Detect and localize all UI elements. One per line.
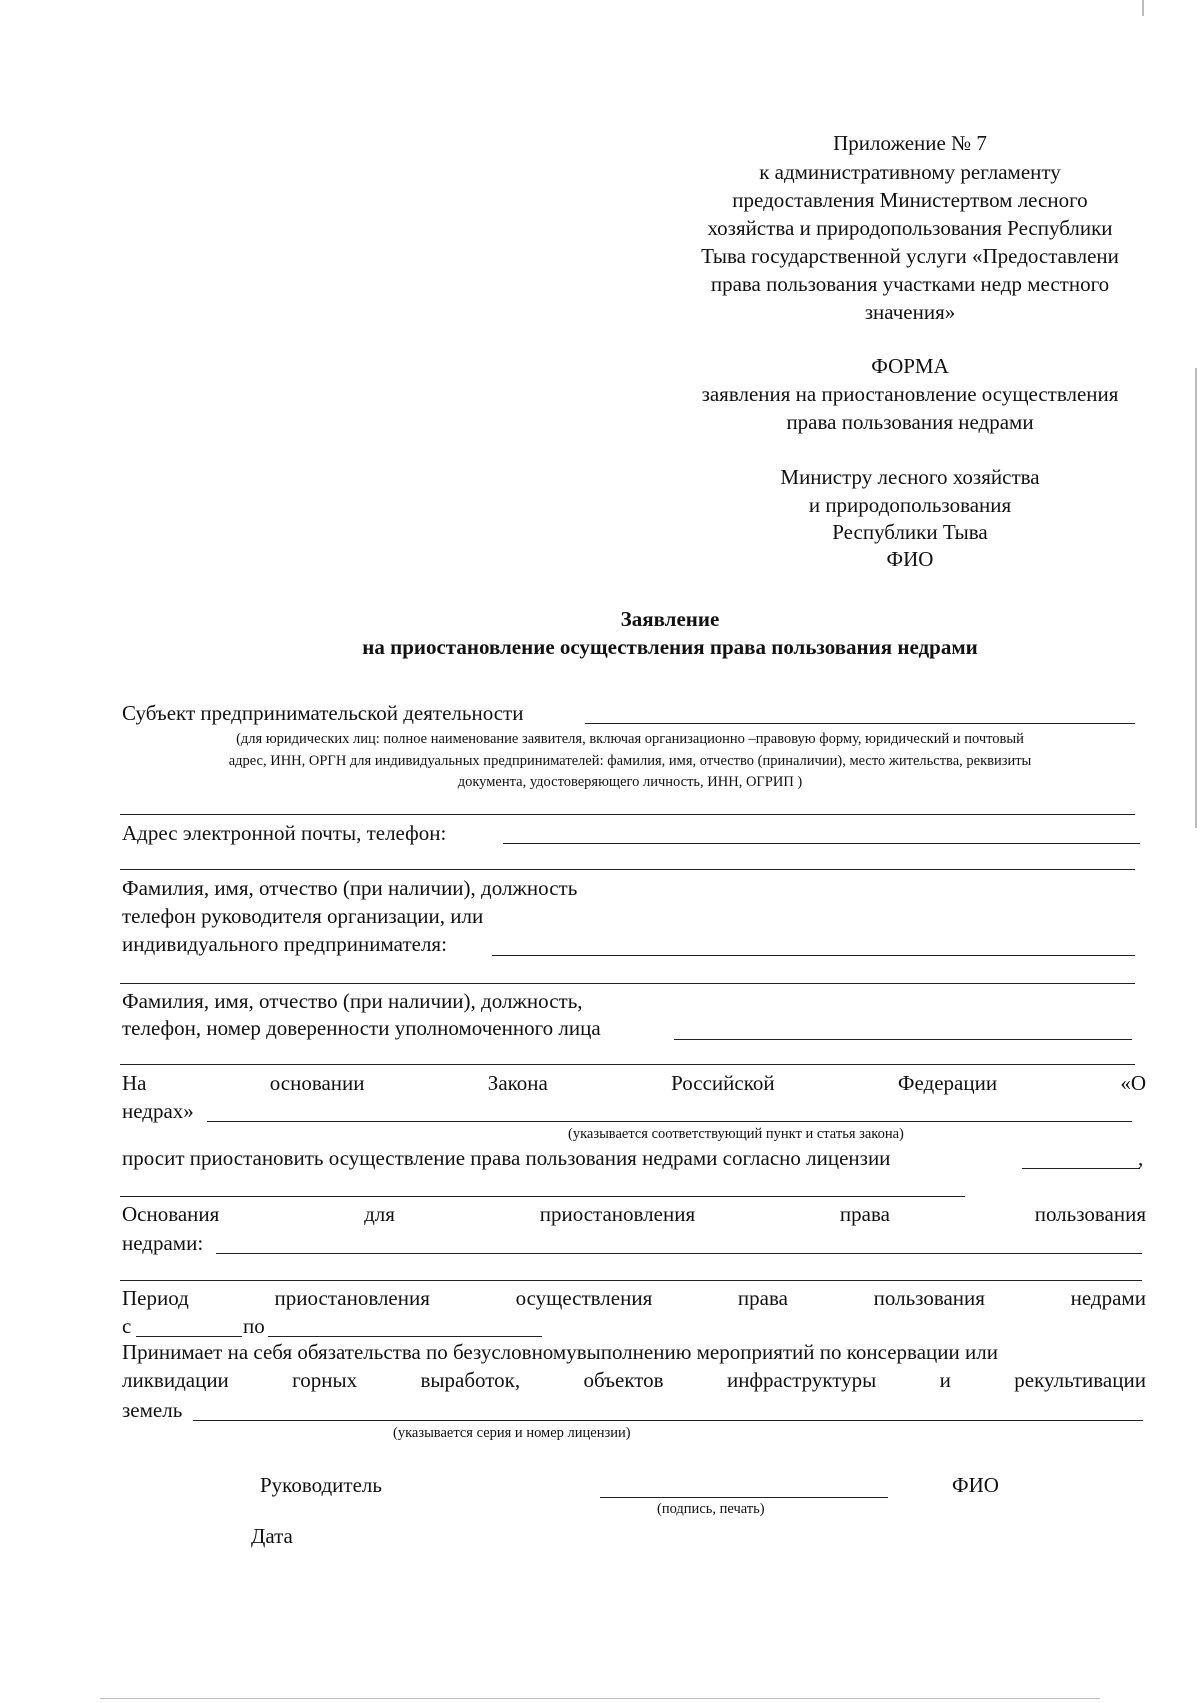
rep-input-line[interactable] [674,1039,1132,1040]
date-label: Дата [251,1524,293,1548]
appendix-line-6: права пользования участками недр местного [710,272,1110,296]
obligation-word-2: горных [292,1368,358,1392]
law-hint: (указывается соответствующий пункт и статья закона) [568,1126,904,1142]
subject-hint-line-2: адрес, ИНН, ОРГН для индивидуальных предпринимателей: фамилия, имя, отчество (приналичии), место жительства, реквизиты [228,753,1032,769]
period-word-5: пользования [873,1286,985,1310]
grounds-row [122,1201,1146,1227]
obligation-word-7: рекультивации [1014,1368,1146,1392]
head-label-line-3: индивидуального предпринимателя: [122,932,447,956]
period-word-1: Период [122,1286,189,1310]
appendix-line-4: хозяйства и природопользования Республики [707,216,1113,240]
appendix-line-3: предоставления Министертвом лесного [732,188,1088,212]
obligation-row [122,1367,1146,1393]
form-label: ФОРМА [871,354,949,378]
rep-label-line-1: Фамилия, имя, отчество (при наличии), должность, [122,989,583,1013]
addressee-line-1: Министру лесного хозяйства [780,465,1040,489]
form-title-line-1: заявления на приостановление осуществления [701,382,1119,406]
subject-hint-line-3: документа, удостоверяющего личность, ИНН, ОГРИП ) [457,774,803,790]
obligation-word-3: выработок, [420,1368,521,1392]
head-input-line[interactable] [492,955,1135,956]
license-input-line[interactable] [1022,1168,1140,1169]
request-continuation-line[interactable] [120,1196,965,1197]
email-label: Адрес электронной почты, телефон: [122,821,447,845]
subject-label: Субъект предпринимательской деятельности [122,701,524,725]
statement-title: Заявление [620,607,720,631]
obligation-word-4: объектов [583,1368,664,1392]
signature-input-line[interactable] [600,1497,888,1498]
email-continuation-line[interactable] [120,869,1135,870]
signature-role: Руководитель [260,1473,382,1497]
period-from-label: с [122,1314,132,1338]
rep-continuation-line[interactable] [120,1064,1135,1065]
subject-continuation-line[interactable] [120,814,1135,815]
obligation-word-6: и [939,1368,951,1392]
period-word-3: осуществления [515,1286,653,1310]
grounds-input-line[interactable] [216,1253,1142,1254]
obligation-word-1: ликвидации [122,1368,229,1392]
period-from-input-line[interactable] [136,1336,242,1337]
request-end: , [1138,1146,1144,1170]
law-word-3: Закона [487,1071,548,1095]
scan-edge-top [1142,0,1144,16]
appendix-line-2: к административному регламенту [759,160,1061,184]
grounds-continuation-label: недрами: [122,1231,204,1255]
head-label-line-1: Фамилия, имя, отчество (при наличии), должность [122,876,578,900]
scan-edge-right [1195,368,1197,828]
appendix-line-1: Приложение № 7 [833,131,987,155]
obligation-word-5: инфраструктуры [726,1368,877,1392]
obligation-line-1: Принимает на себя обязательства по безусловномувыполнению мероприятий по консервации или [122,1340,998,1364]
grounds-word-1: Основания [122,1202,220,1226]
head-label-line-2: телефон руководителя организации, или [122,904,484,928]
form-title-line-2: права пользования недрами [786,410,1034,434]
period-row [122,1285,1146,1311]
head-continuation-line[interactable] [120,983,1135,984]
appendix-line-7: значения» [864,300,956,324]
law-word-4: Российской [671,1071,775,1095]
email-input-line[interactable] [503,843,1140,844]
law-word-6: «О [1120,1071,1146,1095]
obligation-continuation-label: земель [122,1398,183,1422]
scan-edge-bottom [100,1698,1100,1699]
rep-label-line-2: телефон, номер доверенности уполномоченного лица [122,1016,601,1040]
grounds-continuation-line[interactable] [120,1280,1142,1281]
law-word-2: основании [269,1071,365,1095]
grounds-word-4: права [839,1202,890,1226]
statement-subtitle: на приостановление осуществления права пользования недрами [362,635,978,659]
law-continuation-label: недрах» [122,1099,194,1123]
addressee-line-3: Республики Тыва [832,520,988,544]
grounds-word-3: приостановления [539,1202,696,1226]
obligation-input-line[interactable] [193,1420,1143,1421]
period-to-label: по [243,1314,265,1338]
period-word-4: права [737,1286,788,1310]
subject-input-line[interactable] [585,723,1135,724]
law-input-line[interactable] [207,1121,1132,1122]
period-word-2: приостановления [274,1286,430,1310]
signature-name: ФИО [952,1473,999,1497]
grounds-word-2: для [364,1202,395,1226]
addressee-line-2: и природопользования [808,493,1012,517]
signature-hint: (подпись, печать) [657,1501,765,1517]
license-hint: (указывается серия и номер лицензии) [393,1425,631,1441]
law-word-1: На [122,1071,147,1095]
period-word-6: недрами [1070,1286,1146,1310]
request-text: просит приостановить осуществление права пользования недрами согласно лицензии [122,1146,891,1170]
appendix-line-5: Тыва государственной услуги «Предоставлени [701,244,1119,268]
subject-hint-line-1: (для юридических лиц: полное наименование заявителя, включая организационно –правовую форму, юридический и почтовый [236,731,1024,747]
law-word-5: Федерации [897,1071,998,1095]
law-basis-row [122,1070,1146,1096]
period-to-input-line[interactable] [268,1336,542,1337]
grounds-word-5: пользования [1034,1202,1146,1226]
addressee-fio: ФИО [886,547,934,571]
